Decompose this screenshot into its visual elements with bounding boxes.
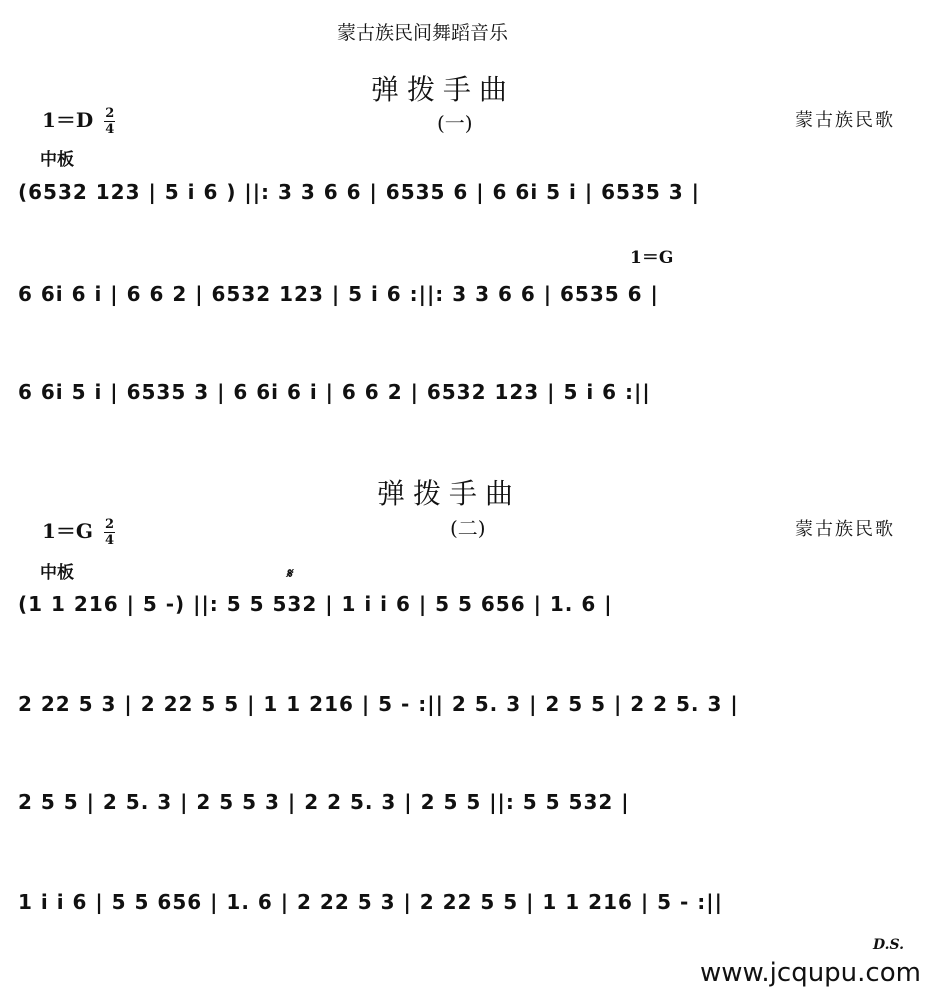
piece1-number: (一) (437, 111, 473, 135)
watermark: www.jcqupu.com (700, 958, 921, 988)
piece1-line-1 (0, 176, 935, 230)
da-segno-mark: D.S. (873, 937, 905, 953)
piece1-key (42, 104, 115, 136)
notation-text: 2 22 5 3 | 2 22 5 5 | 1 1 216 | 5 - :|| 2 5. 3 | 2 5 5 | 2 2 5. 3 | (18, 692, 739, 716)
piece2-title: 弹拨手曲 (377, 477, 522, 510)
piece1-key-change: 1＝G (630, 248, 674, 268)
notation-text: 6 6i 5 i | 6535 3 | 6 6i 6 i | 6 6 2 | 6532 123 | 5 i 6 :|| (18, 380, 651, 404)
piece2-line-1 (0, 588, 935, 642)
piece2-number: (二) (450, 516, 486, 540)
piece2-key-label: 1＝G (42, 519, 93, 543)
piece1-title: 弹拨手曲 (371, 73, 516, 106)
collection-title: 蒙古族民间舞蹈音乐 (337, 22, 509, 44)
piece2-line-4 (0, 886, 935, 940)
notation-text: 1 i i 6 | 5 5 656 | 1. 6 | 2 22 5 3 | 2 22 5 5 | 1 1 216 | 5 - :|| (18, 890, 723, 914)
piece1-meter-bottom: 4 (105, 122, 115, 137)
piece2-tempo: 中板 (40, 563, 74, 583)
piece2-meter-bottom: 4 (104, 533, 114, 548)
notation-text: 2 5 5 | 2 5. 3 | 2 5 5 3 | 2 2 5. 3 | 2 5 5 ||: 5 5 532 | (18, 790, 630, 814)
piece1-key-label: 1＝D (42, 108, 94, 132)
piece2-line-2 (0, 688, 935, 742)
piece1-meter (104, 107, 115, 136)
notation-text: (6532 123 | 5 i 6 ) ||: 3 3 6 6 | 6535 6 | 6 6i 5 i | 6535 3 | (18, 180, 700, 204)
piece2-line-3 (0, 786, 935, 840)
piece2-meter-top: 2 (104, 517, 114, 532)
piece1-tempo: 中板 (40, 150, 74, 170)
piece1-line-2 (0, 278, 935, 332)
piece2-meter (104, 518, 115, 547)
piece2-composer: 蒙古族民歌 (795, 519, 895, 540)
piece1-composer: 蒙古族民歌 (795, 110, 895, 131)
notation-text: (1 1 216 | 5 -) ||: 5 5 532 | 1 i i 6 | 5 5 656 | 1. 6 | (18, 592, 613, 616)
notation-text: 6 6i 6 i | 6 6 2 | 6532 123 | 5 i 6 :||: 3 3 6 6 | 6535 6 | (18, 282, 659, 306)
piece2-key (42, 515, 115, 547)
piece1-meter-top: 2 (105, 106, 115, 121)
segno-icon: 𝄋 (286, 566, 293, 582)
piece1-line-3 (0, 376, 935, 430)
